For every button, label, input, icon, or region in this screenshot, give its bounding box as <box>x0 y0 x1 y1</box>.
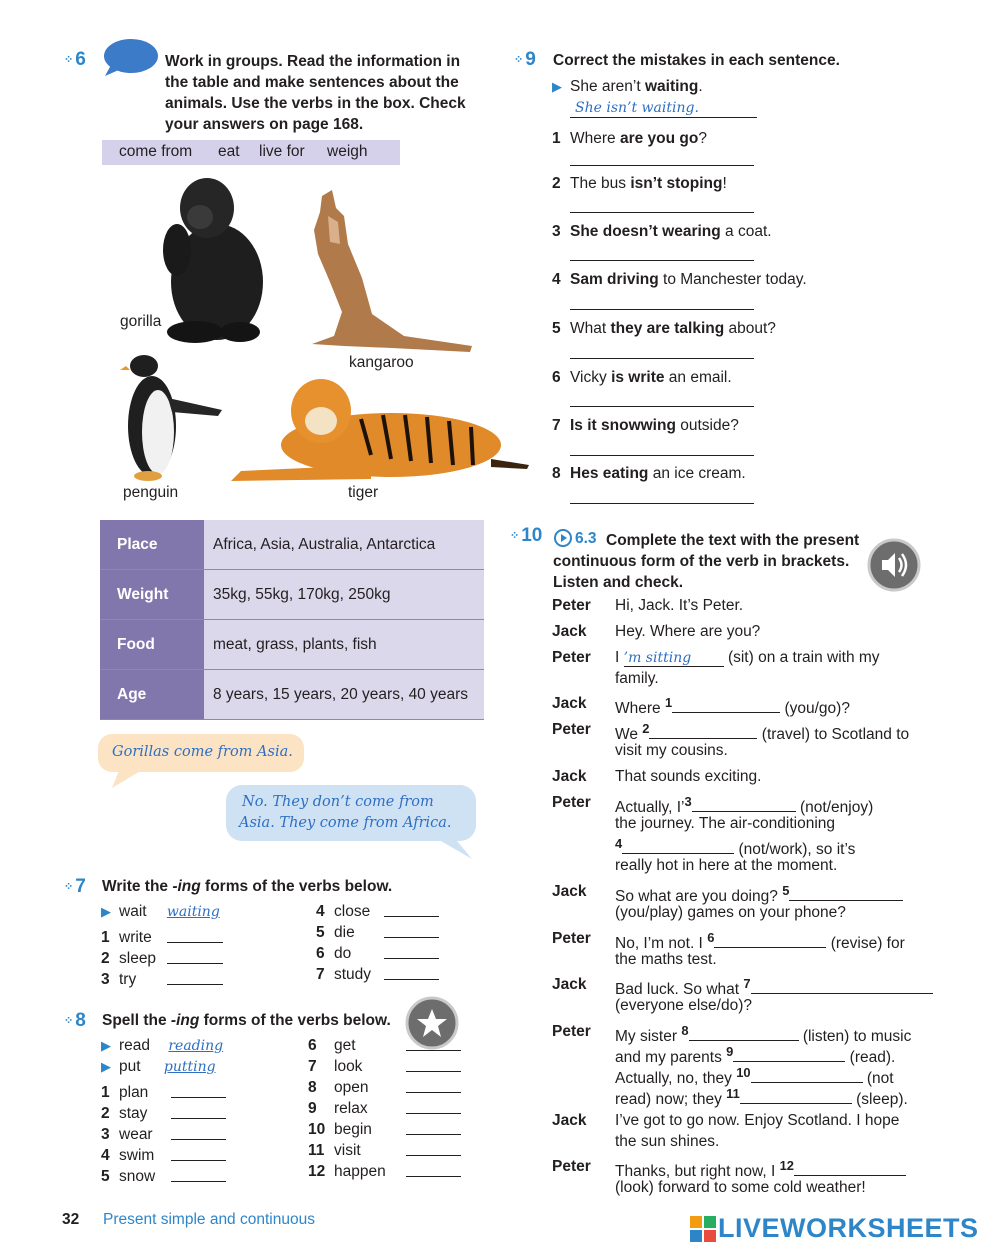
ex7-item-6: 6 do <box>316 945 352 962</box>
ex9-answer-5[interactable] <box>570 358 754 359</box>
ex8-answer-11[interactable] <box>406 1155 461 1156</box>
dialogue-line: and my parents $^9$ (read). <box>615 1044 896 1067</box>
ex8-answer-7[interactable] <box>406 1071 461 1072</box>
table-row <box>100 520 484 570</box>
ex9-answer-3[interactable] <box>570 260 754 261</box>
animal-label-kangaroo: kangaroo <box>349 354 414 371</box>
dialogue-line: (look) forward to some cold weather! <box>615 1179 866 1196</box>
ex9-item-6: 6 Vicky is write an email. <box>552 369 732 386</box>
ex7-answer-1[interactable] <box>167 942 223 943</box>
exercise-7-number: ⁘ 7 <box>64 876 86 897</box>
table-value-cell: 8 years, 15 years, 20 years, 40 years <box>204 670 484 720</box>
dialogue-line: Where $^1$ (you/go)? <box>615 695 850 718</box>
ex10-answer-1[interactable] <box>672 711 780 713</box>
dialogue-line: Hi, Jack. It’s Peter. <box>615 597 744 614</box>
ex7-answer-4[interactable] <box>384 916 439 917</box>
dialogue-line: Actually, I’$^3$ (not/enjoy) <box>615 794 874 817</box>
ex7-answer-5[interactable] <box>384 937 439 938</box>
dialogue-line: the maths test. <box>615 951 717 968</box>
dialogue-line: read) now; they $^{11}$ (sleep). <box>615 1086 908 1109</box>
ex8-item-7: 7 look <box>308 1058 363 1075</box>
dialogue-speaker: Jack <box>552 623 587 640</box>
section-title: Present simple and continuous <box>103 1211 315 1228</box>
ex8-item-9: 9 relax <box>308 1100 368 1117</box>
ex8-item-12: 12 happen <box>308 1163 386 1180</box>
dialogue-line: family. <box>615 670 659 687</box>
exercise-9-number: ⁘ 9 <box>514 49 536 70</box>
speaker-icon[interactable] <box>867 538 921 592</box>
brand-wordmark: LIVEWORKSHEETS <box>718 1213 979 1243</box>
dialogue-line: (you/play) games on your phone? <box>615 904 846 921</box>
exercise-6-instruction: Work in groups. Read the information in the table and make sentences about the animals. Use the verbs in the box. Check your answers on page 168. <box>165 53 466 133</box>
dialogue-speaker: Peter <box>552 1023 591 1040</box>
ex9-example-line <box>570 117 757 118</box>
bubble-text-2a: No. They don’t come from <box>242 794 434 810</box>
ex9-answer-2[interactable] <box>570 212 754 213</box>
animal-label-penguin: penguin <box>123 484 179 501</box>
speech-bubble-orange <box>98 734 308 790</box>
ex8-example-2: ▶ put putting <box>101 1058 216 1075</box>
exercise-7-example: ▶ wait waiting <box>101 903 220 920</box>
ex8-answer-10[interactable] <box>406 1134 461 1135</box>
tiger-image <box>221 375 531 487</box>
ex8-answer-9[interactable] <box>406 1113 461 1114</box>
ex10-answer-2[interactable] <box>649 737 757 739</box>
dialogue-line: really hot in here at the moment. <box>615 857 838 874</box>
ex9-item-4: 4 Sam driving to Manchester today. <box>552 271 807 288</box>
ex7-item-3: 3 try <box>101 971 137 988</box>
ex10-answer-11[interactable] <box>740 1102 852 1104</box>
ex10-answer-10[interactable] <box>751 1081 863 1083</box>
dialogue-speaker: Peter <box>552 649 591 666</box>
table-value-cell: Africa, Asia, Australia, Antarctica <box>204 520 484 570</box>
dialogue-line: the sun shines. <box>615 1133 720 1150</box>
ex9-item-7: 7 Is it snowwing outside? <box>552 417 739 434</box>
ex9-item-5: 5 What they are talking about? <box>552 320 776 337</box>
dialogue-line: Hey. Where are you? <box>615 623 761 640</box>
ex8-answer-2[interactable] <box>171 1118 226 1119</box>
ex9-item-1: 1 Where are you go? <box>552 130 707 147</box>
exercise-7-instruction: Write the -ing forms of the verbs below. <box>102 878 393 895</box>
table-value-cell: meat, grass, plants, fish <box>204 620 484 670</box>
dialogue-speaker: Jack <box>552 695 587 712</box>
table-row <box>100 670 484 720</box>
ex8-answer-12[interactable] <box>406 1176 461 1177</box>
ex10-answer-4[interactable] <box>622 852 734 854</box>
ex8-item-2: 2 stay <box>101 1105 148 1122</box>
ex9-answer-7[interactable] <box>570 455 754 456</box>
ex8-example-1: ▶ read reading <box>101 1037 224 1054</box>
ex7-item-5: 5 die <box>316 924 355 941</box>
exercise-6-number: ⁘ 6 <box>64 49 86 70</box>
ex9-item-8: 8 Hes eating an ice cream. <box>552 465 746 482</box>
penguin-image <box>118 352 226 482</box>
ex9-answer-4[interactable] <box>570 309 754 310</box>
dialogue-line: We $^2$ (travel) to Scotland to <box>615 721 910 744</box>
ex8-answer-4[interactable] <box>171 1160 226 1161</box>
exercise-10-number: ⁘ 10 <box>510 525 543 546</box>
dialogue-speaker: Peter <box>552 794 591 811</box>
ex9-answer-6[interactable] <box>570 406 754 407</box>
ex8-answer-3[interactable] <box>171 1139 226 1140</box>
ex7-answer-2[interactable] <box>167 963 223 964</box>
table-header-cell: Weight <box>100 570 204 620</box>
table-header-cell: Food <box>100 620 204 670</box>
ex10-answer-8[interactable] <box>689 1039 799 1041</box>
dialogue-line: visit my cousins. <box>615 742 728 759</box>
table-row <box>100 570 484 620</box>
ex8-item-1: 1 plan <box>101 1084 149 1101</box>
dialogue-line: the journey. The air-conditioning <box>615 815 836 832</box>
bubble-text-2b: Asia. They come from Africa. <box>239 815 452 831</box>
dialogue-speaker: Peter <box>552 1158 591 1175</box>
exercise-8-instruction: Spell the -ing forms of the verbs below. <box>102 1012 391 1029</box>
verb-box-item: come from <box>119 143 193 160</box>
ex10-answer-9[interactable] <box>733 1060 845 1062</box>
table-header-cell: Age <box>100 670 204 720</box>
dialogue-speaker: Jack <box>552 768 587 785</box>
exercise-9-instruction: Correct the mistakes in each sentence. <box>553 52 840 69</box>
example-answer: waiting <box>166 904 220 920</box>
ex8-answer-6[interactable] <box>406 1050 461 1051</box>
exercise-10-instruction: Complete the text with the present continuous form of the verb in brackets. Listen and check. <box>553 532 860 591</box>
ex7-item-2: 2 sleep <box>101 950 157 967</box>
ex10-answer-6[interactable] <box>714 946 826 948</box>
speech-bubble-icon <box>101 38 159 78</box>
ex8-answer-5[interactable] <box>171 1181 226 1182</box>
exercise-8-number: ⁘ 8 <box>64 1010 86 1031</box>
ex8-answer-1[interactable] <box>171 1097 226 1098</box>
verb-box-item: eat <box>218 143 240 160</box>
ex8-item-11: 11 visit <box>308 1142 361 1159</box>
page-number: 32 <box>62 1211 80 1228</box>
ex8-item-3: 3 wear <box>101 1126 153 1143</box>
dialogue-line: That sounds exciting. <box>615 768 762 785</box>
bubble-text-1: Gorillas come from Asia. <box>112 744 293 760</box>
ex7-item-7: 7 study <box>316 966 372 983</box>
ex8-item-5: 5 snow <box>101 1168 156 1185</box>
dialogue-line: No, I’m not. I $^6$ (revise) for <box>615 930 905 953</box>
dialogue-speaker: Jack <box>552 976 587 993</box>
dialogue-line: (everyone else/do)? <box>615 997 752 1014</box>
example-answer: reading <box>168 1038 224 1054</box>
verb-box-item: weigh <box>327 143 368 160</box>
dialogue-line: So what are you doing? $^5$ <box>615 883 903 906</box>
example-answer: putting <box>163 1059 216 1075</box>
dialogue-line: $^4$ (not/work), so it’s <box>615 836 856 859</box>
ex7-item-4: 4 close <box>316 903 371 920</box>
ex10-answer-5[interactable] <box>789 899 903 901</box>
dialogue-line: Thanks, but right now, I $^{12}$ <box>615 1158 906 1181</box>
ex8-answer-8[interactable] <box>406 1092 461 1093</box>
dialogue-line: My sister $^8$ (listen) to music <box>615 1023 912 1046</box>
star-badge-icon <box>405 996 459 1050</box>
verb-box <box>102 140 400 165</box>
verb-box-item: live for <box>259 143 305 160</box>
gorilla-image <box>155 172 265 347</box>
ex9-example: ▶ She aren’t waiting. <box>552 78 703 95</box>
animal-info-table <box>100 520 484 720</box>
table-value-cell: 35kg, 55kg, 170kg, 250kg <box>204 570 484 620</box>
dialogue-speaker: Peter <box>552 597 591 614</box>
example-answer: ’m sitting <box>624 650 724 667</box>
ex9-item-3: 3 She doesn’t wearing a coat. <box>552 223 772 240</box>
dialogue-line: Bad luck. So what $^7$ <box>615 976 933 999</box>
table-row <box>100 620 484 670</box>
kangaroo-image <box>292 186 477 354</box>
dialogue-speaker: Peter <box>552 930 591 947</box>
audio-track-number: 6.3 <box>575 530 597 547</box>
ex9-answer-1[interactable] <box>570 165 754 166</box>
ex9-answer-8[interactable] <box>570 503 754 504</box>
dialogue-speaker: Jack <box>552 883 587 900</box>
dialogue-line: Actually, no, they $^{10}$ (not <box>615 1065 894 1088</box>
dialogue-speaker: Peter <box>552 721 591 738</box>
ex7-answer-6[interactable] <box>384 958 439 959</box>
table-header-cell: Place <box>100 520 204 570</box>
animal-label-tiger: tiger <box>348 484 379 501</box>
animal-label-gorilla: gorilla <box>120 313 162 330</box>
ex7-answer-7[interactable] <box>384 979 439 980</box>
ex8-item-6: 6 get <box>308 1037 356 1054</box>
dialogue-line: I ’m sitting (sit) on a train with my <box>615 649 880 666</box>
ex8-item-4: 4 swim <box>101 1147 155 1164</box>
liveworksheets-logo-icon <box>690 1216 716 1244</box>
ex9-item-2: 2 The bus isn’t stoping! <box>552 175 727 192</box>
ex7-item-1: 1 write <box>101 929 152 946</box>
ex7-answer-3[interactable] <box>167 984 223 985</box>
ex10-answer-12[interactable] <box>794 1174 906 1176</box>
ex9-example-answer: She isn’t waiting. <box>575 100 699 116</box>
ex8-item-10: 10 begin <box>308 1121 372 1138</box>
ex10-answer-7[interactable] <box>751 992 933 994</box>
dialogue-speaker: Jack <box>552 1112 587 1129</box>
ex8-item-8: 8 open <box>308 1079 369 1096</box>
dialogue-line: I’ve got to go now. Enjoy Scotland. I hope <box>615 1112 900 1129</box>
ex10-answer-3[interactable] <box>692 810 796 812</box>
